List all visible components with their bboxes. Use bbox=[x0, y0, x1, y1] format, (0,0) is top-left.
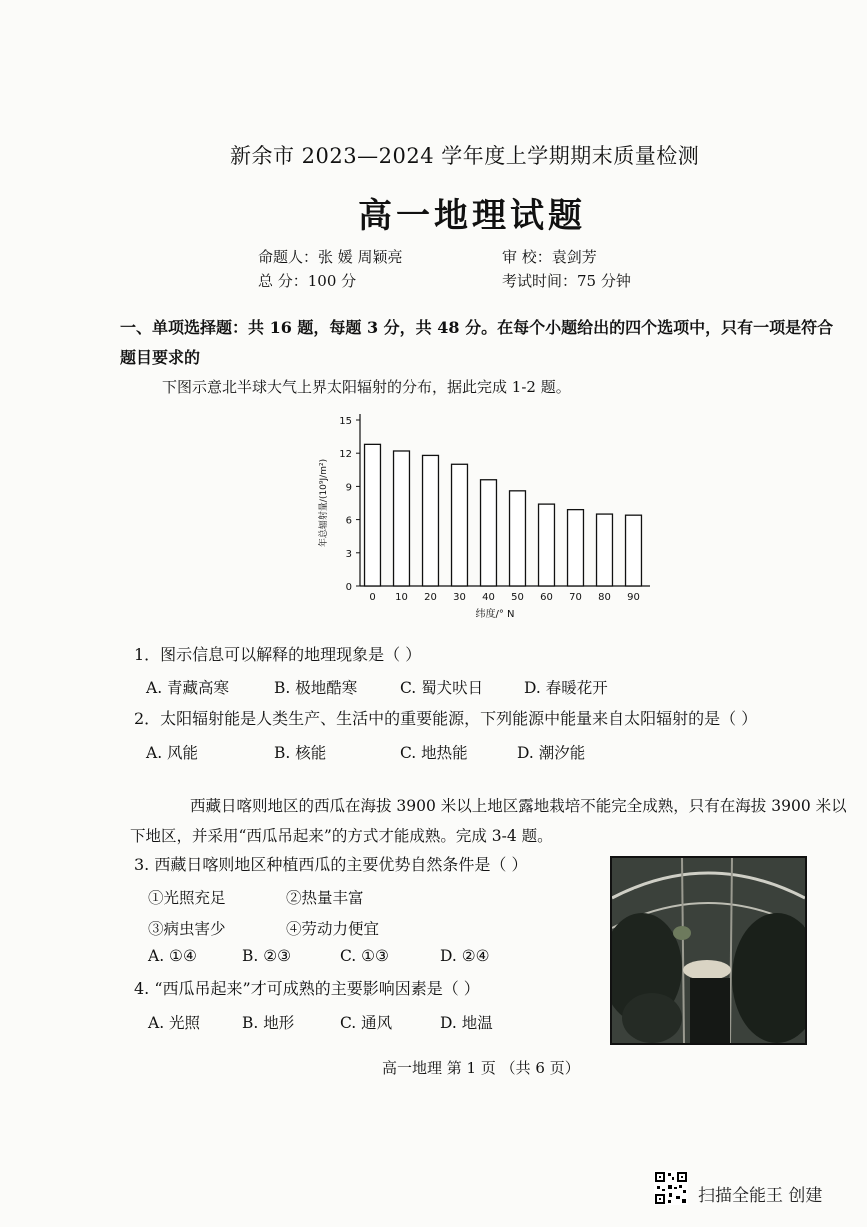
q2-option-d[interactable]: D. 潮汐能 bbox=[517, 744, 586, 762]
bar-20 bbox=[423, 455, 439, 586]
x-tick-label: 50 bbox=[511, 592, 524, 603]
passage-text: 西藏日喀则地区的西瓜在海拔 3900 米以上地区露地栽培不能完全成熟，只有在海拔 3900 米以下地区，并采用“西瓜吊起来”的方式才能成熟。完成 3-4 题。 bbox=[130, 797, 847, 845]
q3-item-3: ③病虫害少 bbox=[148, 920, 226, 938]
bar-60 bbox=[539, 504, 555, 586]
q3-item-4: ④劳动力便宜 bbox=[286, 920, 380, 938]
q1-option-b[interactable]: B. 极地酷寒 bbox=[274, 679, 358, 697]
y-tick-label: 15 bbox=[339, 416, 352, 427]
x-tick-label: 40 bbox=[482, 592, 495, 603]
author-line: 命题人：张 媛 周颖亮 bbox=[258, 248, 403, 266]
question-3-stem: 3. 西藏日喀则地区种植西瓜的主要优势自然条件是（ ） bbox=[134, 855, 528, 874]
y-tick-label: 12 bbox=[339, 449, 352, 461]
y-axis-label: 年总辐射量/(10⁹J/m²) bbox=[319, 458, 329, 548]
q1-option-d[interactable]: D. 春暖花开 bbox=[524, 679, 608, 697]
y-tick-label: 0 bbox=[345, 582, 352, 593]
q4-option-b[interactable]: B. 地形 bbox=[242, 1014, 295, 1032]
bar-70 bbox=[568, 510, 584, 586]
x-axis-label: 纬度/° N bbox=[475, 609, 515, 620]
q3-option-a[interactable]: A. ①④ bbox=[148, 947, 197, 965]
q1-option-a[interactable]: A. 青藏高寒 bbox=[146, 679, 230, 697]
reviewer-line: 审 校：袁剑芳 bbox=[502, 248, 597, 266]
bar-80 bbox=[597, 514, 613, 586]
q2-option-c[interactable]: C. 地热能 bbox=[400, 744, 468, 762]
bar-0 bbox=[365, 444, 381, 586]
q3-item-1: ①光照充足 bbox=[148, 889, 226, 907]
q3-option-d[interactable]: D. ②④ bbox=[440, 947, 490, 965]
question-1-stem: 1．图示信息可以解释的地理现象是（ ） bbox=[134, 645, 422, 664]
q4-option-c[interactable]: C. 通风 bbox=[340, 1014, 393, 1032]
section-heading: 一、单项选择题：共 16 题，每题 3 分，共 48 分。在每个小题给出的四个选项中，只有一项是符合题目要求的 bbox=[120, 318, 834, 367]
page-title: 高一地理试题 bbox=[358, 196, 586, 236]
bar-40 bbox=[481, 480, 497, 586]
x-tick-label: 0 bbox=[369, 592, 376, 603]
q2-option-a[interactable]: A. 风能 bbox=[146, 744, 199, 762]
exam-time-line: 考试时间：75 分钟 bbox=[502, 272, 631, 290]
bar-30 bbox=[452, 464, 468, 586]
q3-option-c[interactable]: C. ①③ bbox=[340, 947, 389, 965]
q4-option-d[interactable]: D. 地温 bbox=[440, 1014, 493, 1032]
y-tick-label: 6 bbox=[345, 515, 352, 527]
y-tick-label: 3 bbox=[345, 548, 352, 560]
total-score-line: 总 分：100 分 bbox=[258, 272, 357, 290]
question-4-stem: 4. “西瓜吊起来”才可成熟的主要影响因素是（ ） bbox=[134, 979, 480, 998]
bar-90 bbox=[626, 515, 642, 586]
q3-option-b[interactable]: B. ②③ bbox=[242, 947, 292, 965]
q2-option-b[interactable]: B. 核能 bbox=[274, 744, 327, 762]
question-2-stem: 2．太阳辐射能是人类生产、生活中的重要能源，下列能源中能量来自太阳辐射的是（ ） bbox=[134, 709, 758, 728]
page-footer: 高一地理 第 1 页 （共 6 页） bbox=[382, 1059, 580, 1077]
qr-code-icon bbox=[654, 1171, 688, 1205]
group-intro: 下图示意北半球大气上界太阳辐射的分布，据此完成 1-2 题。 bbox=[162, 378, 571, 396]
q1-option-c[interactable]: C. 蜀犬吠日 bbox=[400, 679, 484, 697]
x-tick-label: 90 bbox=[627, 592, 640, 603]
x-tick-label: 20 bbox=[424, 592, 437, 603]
exam-subtitle: 新余市 2023—2024 学年度上学期期末质量检测 bbox=[230, 144, 700, 168]
greenhouse-photo bbox=[610, 856, 807, 1045]
q3-item-2: ②热量丰富 bbox=[286, 889, 364, 907]
bar-50 bbox=[510, 491, 526, 586]
bar-10 bbox=[394, 451, 410, 586]
scanner-watermark: 扫描全能王 创建 bbox=[698, 1186, 823, 1206]
x-tick-label: 10 bbox=[395, 592, 408, 603]
x-tick-label: 60 bbox=[540, 592, 553, 603]
q4-option-a[interactable]: A. 光照 bbox=[148, 1014, 201, 1032]
x-tick-label: 80 bbox=[598, 592, 611, 603]
solar-radiation-bar-chart bbox=[310, 405, 670, 620]
x-tick-label: 30 bbox=[453, 592, 466, 603]
x-tick-label: 70 bbox=[569, 592, 582, 603]
y-tick-label: 9 bbox=[345, 482, 352, 494]
